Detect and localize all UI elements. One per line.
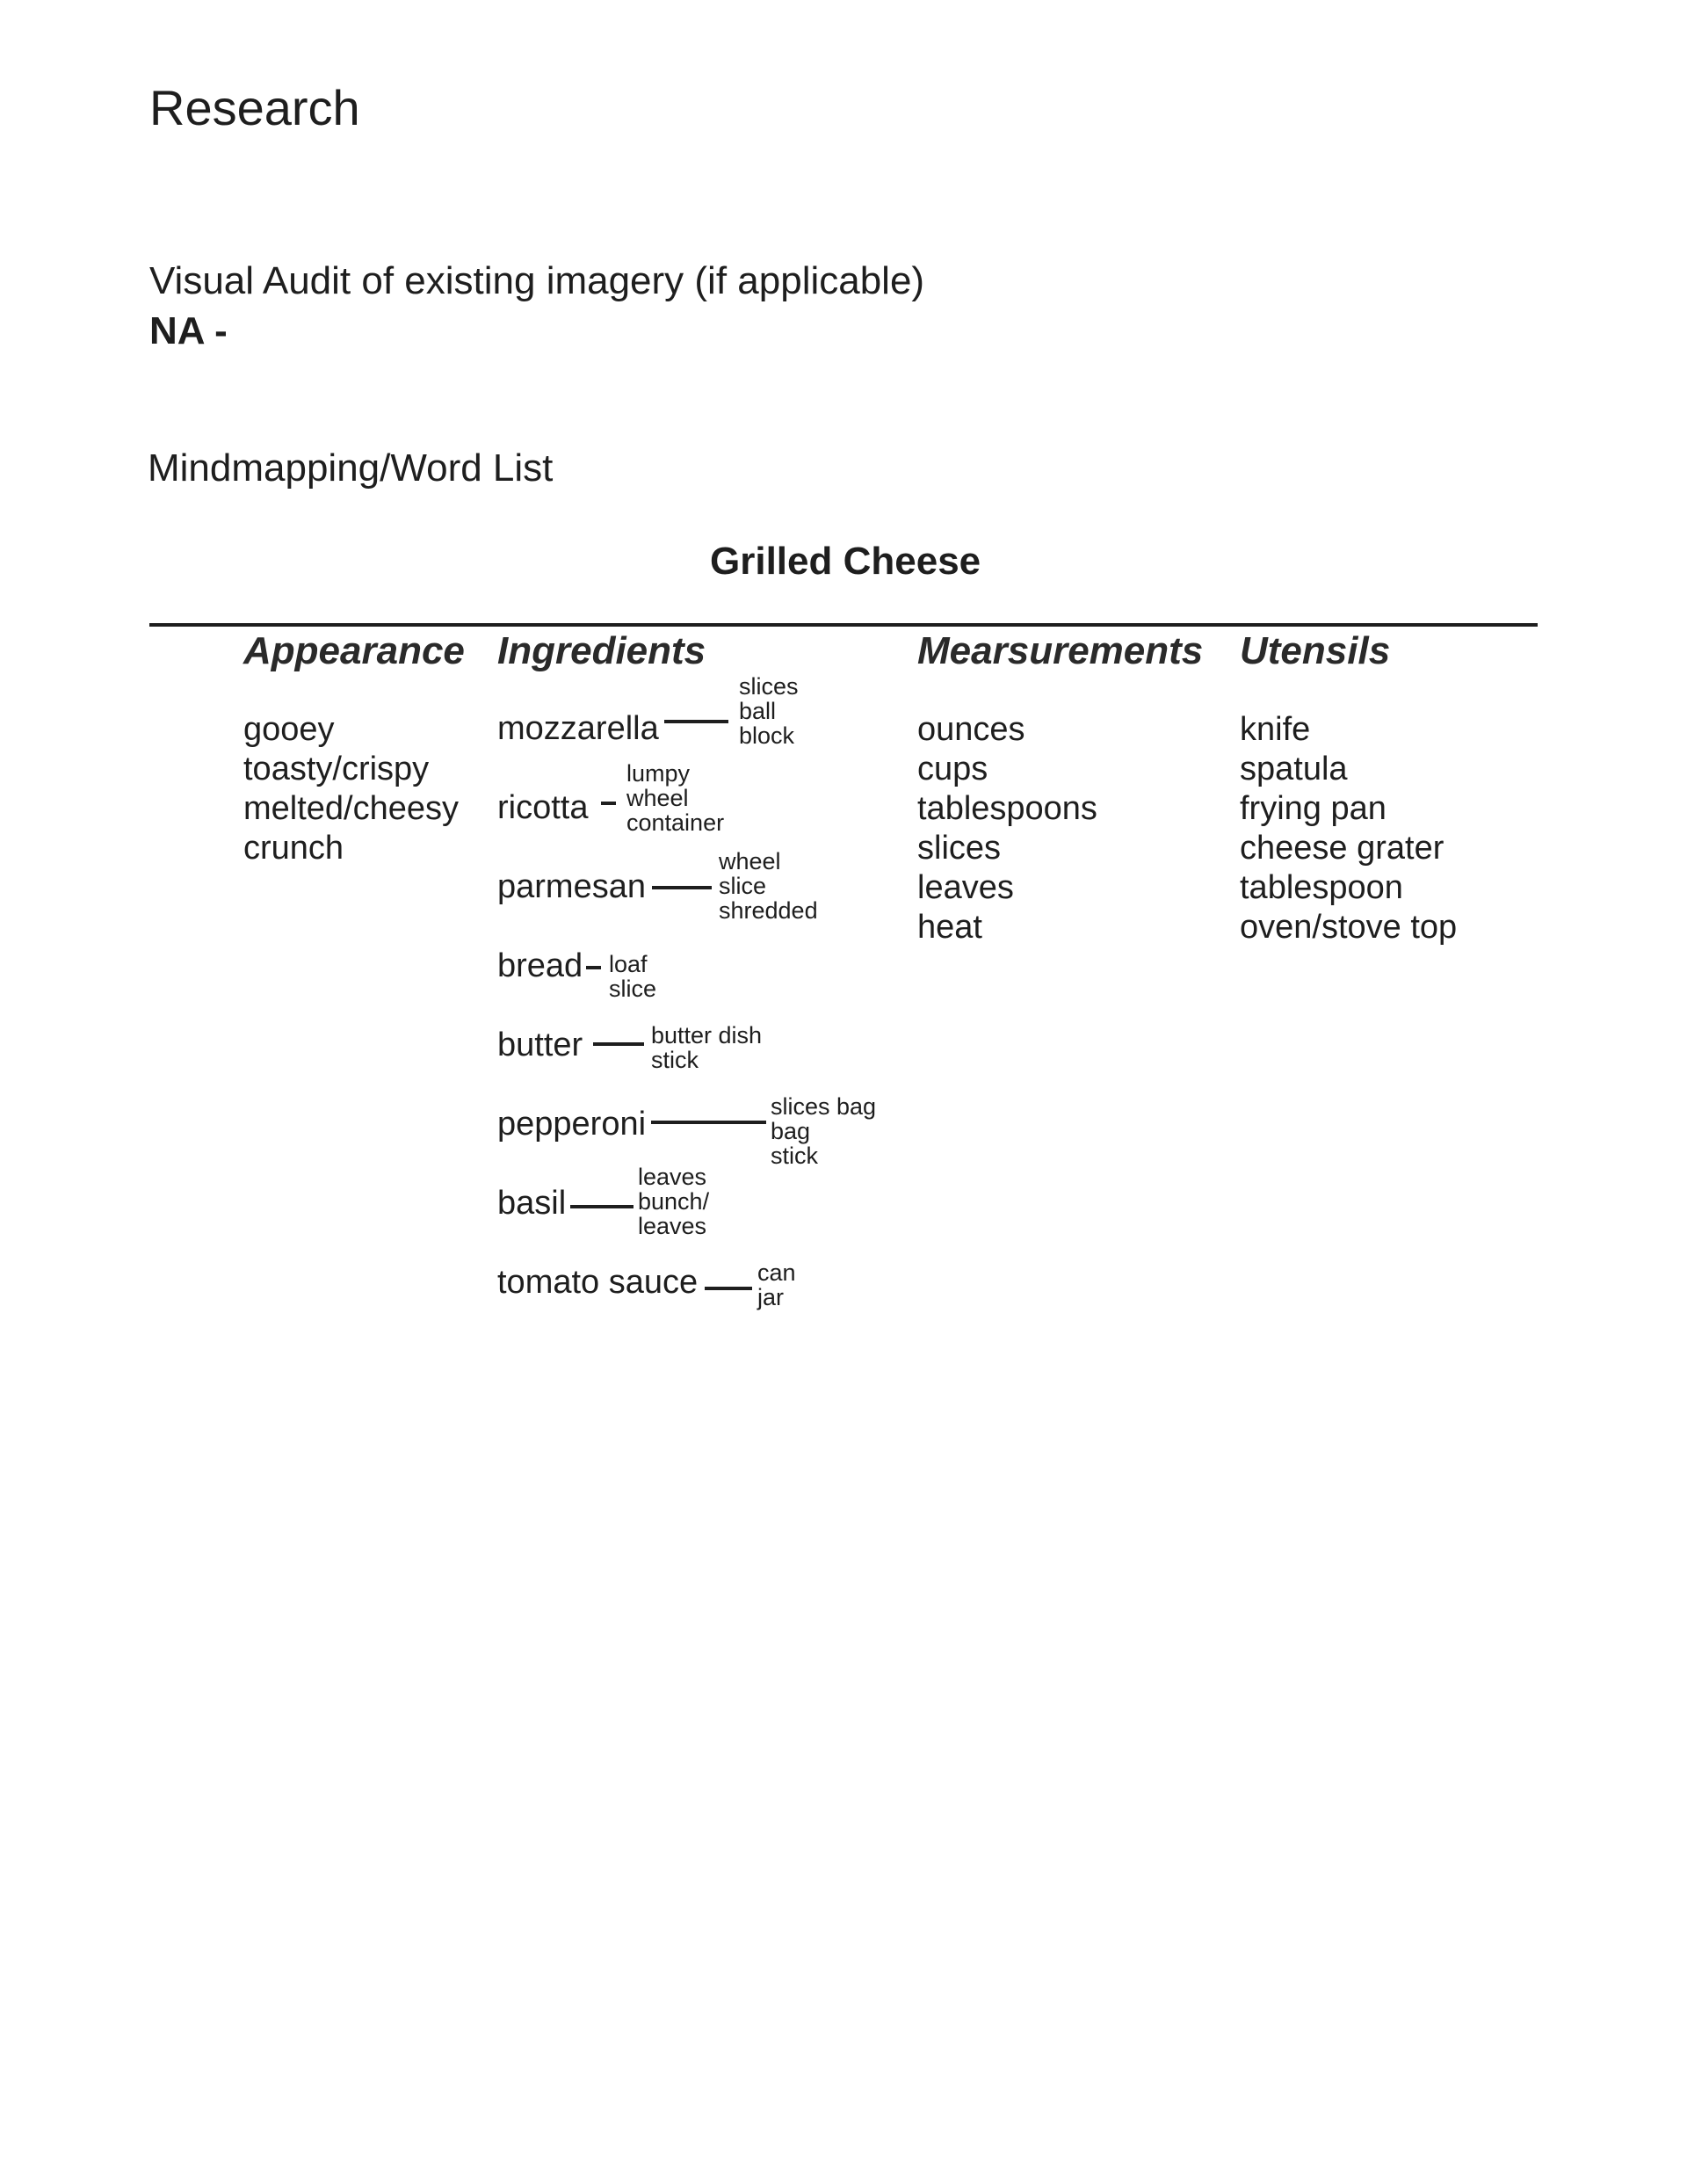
ingredient-tomato-sauce: tomato sauce: [497, 1264, 699, 1301]
ingredient-bread: bread: [497, 947, 583, 984]
ingredient-options: lumpy wheel container: [626, 760, 725, 836]
central-topic: Grilled Cheese: [710, 540, 981, 583]
list-item: spatula: [1240, 751, 1348, 787]
list-item: crunch: [243, 830, 344, 867]
branch-connector: [652, 886, 712, 889]
branch-connector: [651, 1121, 766, 1124]
ingredient-options: butter dish stick: [651, 1022, 763, 1073]
branch-connector: [593, 1042, 644, 1046]
list-item: oven/stove top: [1240, 909, 1458, 946]
ingredient-ricotta: ricotta: [497, 789, 589, 826]
branch-connector: [705, 1287, 752, 1290]
ingredient-options: slices ball block: [739, 673, 799, 749]
list-item: melted/cheesy: [243, 790, 460, 827]
page-title: Research: [149, 80, 360, 135]
ingredients-heading: Ingredients: [497, 629, 706, 672]
mindmap-label: Mindmapping/Word List: [148, 446, 554, 490]
list-item: toasty/crispy: [243, 751, 430, 787]
list-item: slices: [917, 830, 1002, 867]
measurements-heading: Mearsurements: [917, 629, 1204, 672]
ingredient-options: can jar: [757, 1259, 796, 1310]
ingredient-options: leaves bunch/ leaves: [638, 1164, 710, 1239]
visual-audit-value: NA -: [149, 309, 228, 352]
list-item: ounces: [917, 711, 1025, 748]
branch-connector: [570, 1205, 634, 1208]
utensils-list: [1240, 710, 1457, 947]
ingredient-options: wheel slice shredded: [719, 848, 818, 924]
branch-connector: [601, 802, 616, 805]
list-item: tablespoons: [917, 790, 1097, 827]
ingredient-basil: basil: [497, 1185, 567, 1222]
list-item: knife: [1240, 711, 1311, 748]
appearance-list: [243, 710, 459, 868]
branch-connector: [664, 720, 728, 723]
list-item: heat: [917, 909, 982, 946]
list-item: cheese grater: [1240, 830, 1444, 867]
branch-connector: [586, 966, 601, 969]
visual-audit-label: Visual Audit of existing imagery (if applicable): [149, 259, 925, 302]
list-item: gooey: [243, 711, 335, 748]
ingredient-options: loaf slice: [609, 951, 657, 1002]
ingredient-mozzarella: mozzarella: [497, 710, 659, 747]
utensils-heading: Utensils: [1240, 629, 1391, 672]
list-item: leaves: [917, 869, 1014, 906]
ingredient-options: slices bag bag stick: [771, 1093, 877, 1169]
appearance-heading: Appearance: [243, 629, 465, 672]
ingredient-parmesan: parmesan: [497, 868, 646, 905]
divider-rule: [149, 623, 1538, 627]
ingredient-butter: butter: [497, 1027, 583, 1063]
list-item: tablespoon: [1240, 869, 1403, 906]
ingredient-pepperoni: pepperoni: [497, 1106, 647, 1143]
measurements-list: [917, 710, 1097, 947]
list-item: cups: [917, 751, 988, 787]
list-item: frying pan: [1240, 790, 1387, 827]
